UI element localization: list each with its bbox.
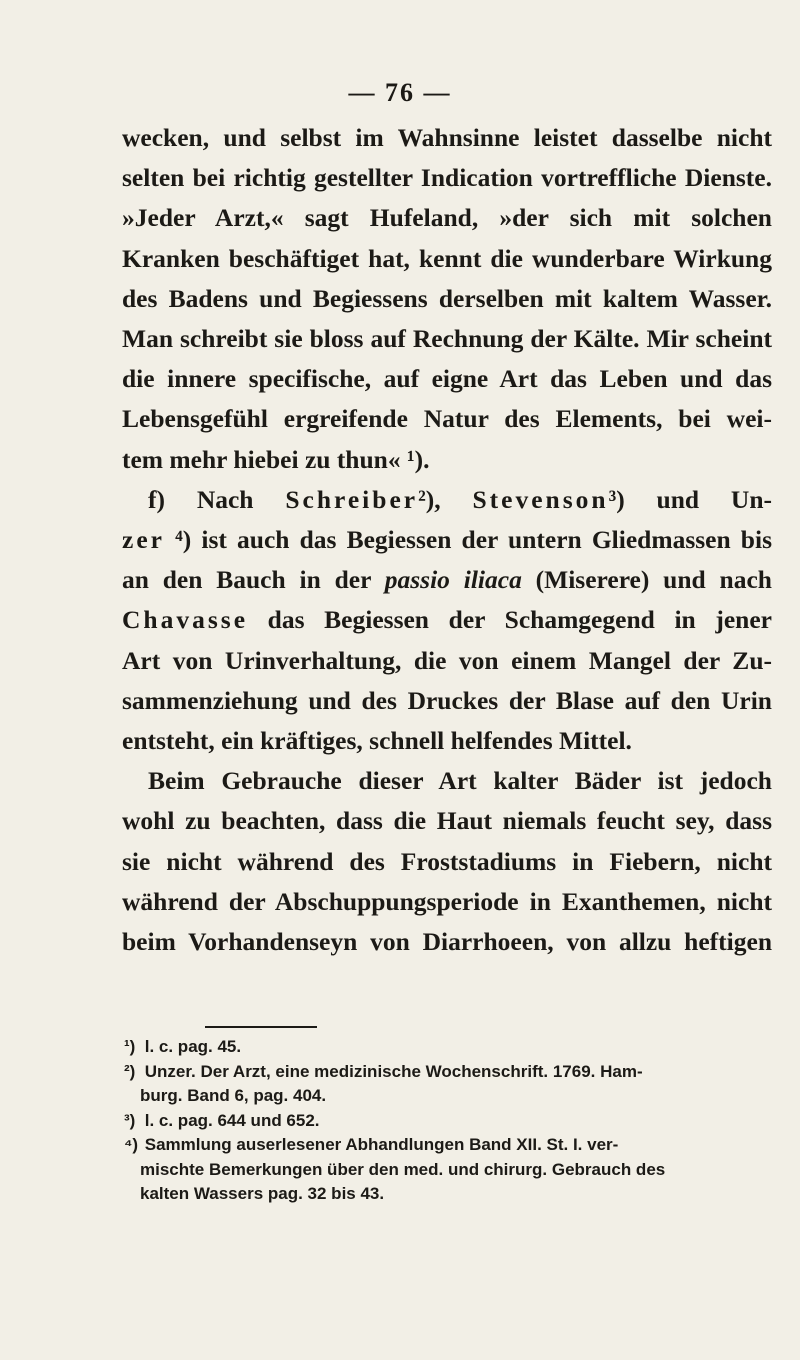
footnotes [124, 1035, 769, 1207]
text-line [122, 480, 772, 520]
text-line: entsteht, ein kräftiges, schnell helfendes Mittel. [122, 726, 632, 756]
text-fragment: (Miserere) und nach [521, 565, 772, 595]
main-text [122, 118, 772, 962]
footnote-text: Unzer. Der Arzt, eine medizinische Wochenschrift. 1769. Ham- [144, 1061, 643, 1081]
text-line: Lebensgefühl ergreifende Natur des Elements, bei wei- [122, 404, 772, 434]
text-line [122, 600, 772, 640]
footnote-divider [205, 1026, 317, 1028]
footnote [124, 1133, 769, 1158]
text-line: »Jeder Arzt,« sagt Hufeland, »der sich mit solchen [122, 203, 772, 233]
footnote-continuation: mischte Bemerkungen über den med. und chirurg. Gebrauch des [140, 1159, 666, 1179]
text-line: sie nicht während des Froststadiums in Fiebern, nicht [122, 846, 772, 876]
text-line: sammenziehung und des Druckes der Blase auf den Urin [122, 685, 772, 715]
footnote-marker: ²) [124, 1061, 136, 1081]
text-line: Kranken beschäftiget hat, kennt die wunderbare Wirkung [122, 243, 772, 273]
text-line: die innere specifische, auf eigne Art das Leben und das [122, 364, 772, 394]
footnote [124, 1060, 769, 1085]
author-name: Chavasse [122, 605, 249, 635]
text-fragment: ⁴) ist auch das Begiessen der untern Gliedmassen bis [175, 525, 772, 555]
text-line: Beim Gebrauche dieser Art kalter Bäder ist jedoch [148, 766, 772, 796]
text-line [122, 520, 772, 560]
text-line: Man schreibt sie bloss auf Rechnung der Kälte. Mir scheint [122, 324, 772, 354]
text-line: beim Vorhandenseyn von Diarrhoeen, von allzu heftigen [122, 927, 772, 957]
text-line: während der Abschuppungsperiode in Exanthemen, nicht [122, 886, 772, 916]
author-name: zer [122, 525, 165, 555]
text-fragment: f) Nach [148, 484, 286, 514]
text-line: tem mehr hiebei zu thun« ¹). [122, 444, 430, 474]
footnote-marker: ⁴) [124, 1135, 139, 1154]
author-name: Schreiber [285, 484, 419, 514]
page-number: — 76 — [348, 78, 452, 107]
footnote [124, 1109, 769, 1134]
text-line: Art von Urinverhaltung, die von einem Mangel der Zu- [122, 645, 772, 675]
author-name: Stevenson [472, 484, 609, 514]
text-fragment: ²), [418, 484, 473, 514]
footnote [124, 1035, 769, 1060]
text-line: des Badens und Begiessens derselben mit kaltem Wasser. [122, 283, 772, 313]
footnote-text: l. c. pag. 644 und 652. [144, 1110, 320, 1130]
text-line [122, 560, 772, 600]
footnote-continuation: kalten Wassers pag. 32 bis 43. [140, 1184, 385, 1203]
italic-term: passio iliaca [384, 565, 522, 595]
footnote-marker: ³) [124, 1110, 136, 1130]
footnote-text: l. c. pag. 45. [144, 1037, 242, 1056]
text-fragment: an den Bauch in der [122, 565, 385, 595]
footnote-continuation: burg. Band 6, pag. 404. [140, 1086, 327, 1105]
text-fragment: ³) und Un- [608, 484, 773, 514]
text-line: selten bei richtig gestellter Indication vortreffliche Dienste. [122, 163, 772, 193]
text-line: wohl zu beachten, dass die Haut niemals feucht sey, dass [122, 806, 772, 836]
text-line: wecken, und selbst im Wahnsinne leistet dasselbe nicht [122, 123, 772, 152]
footnote-text: Sammlung auserlesener Abhandlungen Band XII. St. I. ver- [144, 1135, 619, 1154]
footnote-marker: ¹) [124, 1037, 136, 1056]
text-fragment: das Begiessen der Schamgegend in jener [248, 605, 772, 635]
